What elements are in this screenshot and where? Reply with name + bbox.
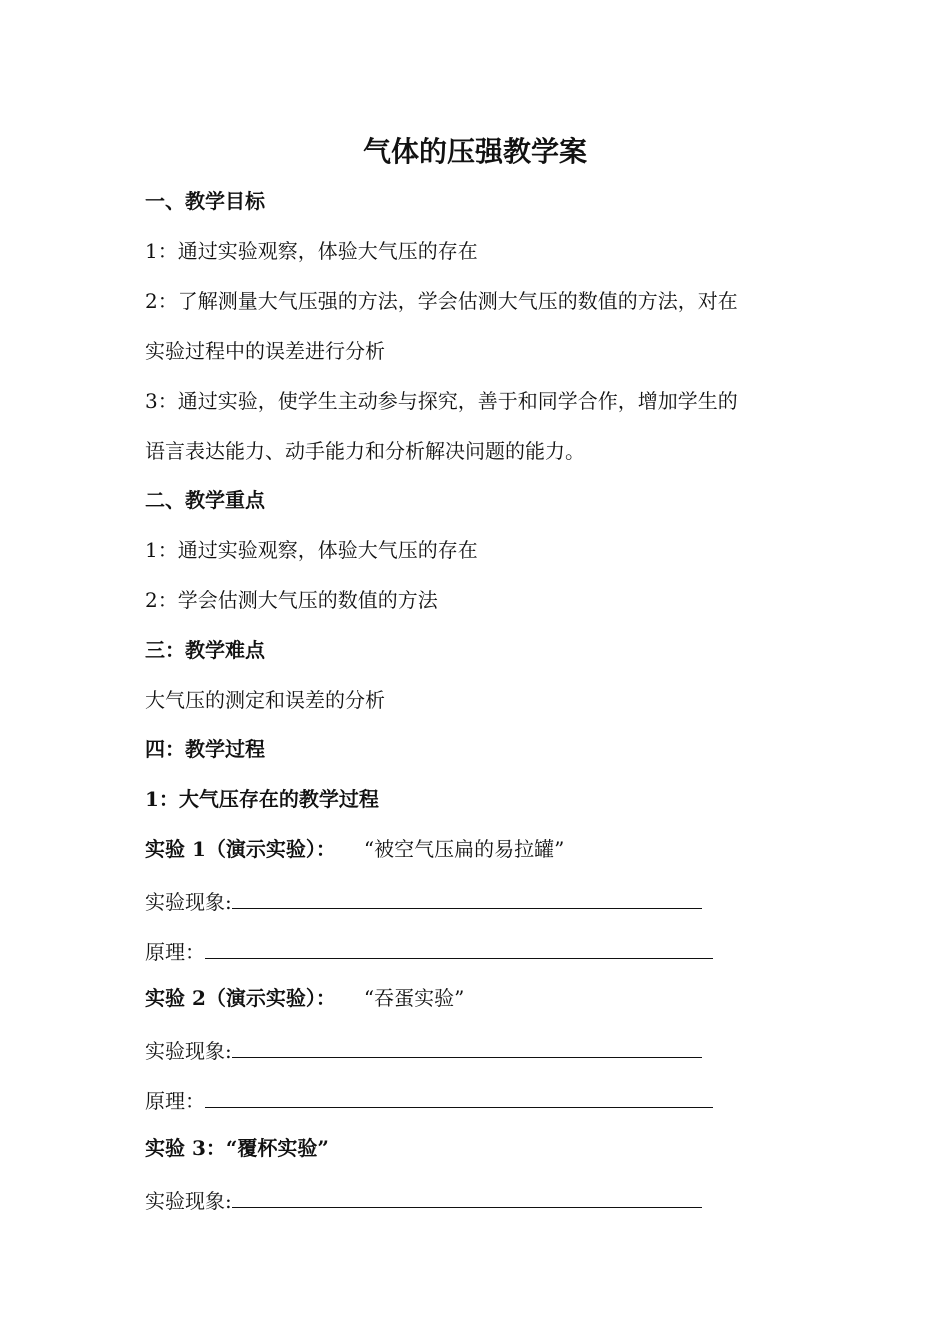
experiment-1-principle-label: 原理： xyxy=(145,940,205,964)
experiment-2-name: “吞蛋实验” xyxy=(363,986,465,1010)
experiment-2-phenomenon-row xyxy=(145,1033,702,1066)
experiment-2-phenomenon-label: 实验现象: xyxy=(145,1039,232,1063)
experiment-1-phenomenon-label: 实验现象: xyxy=(145,890,232,914)
experiment-2-principle-label: 原理： xyxy=(145,1089,205,1113)
experiment-3-heading xyxy=(145,1133,329,1163)
experiment-1-principle-row xyxy=(145,934,713,967)
difficulty-text: 大气压的测定和误差的分析 xyxy=(145,688,385,712)
experiment-3-name: “覆杯实验” xyxy=(225,1136,329,1160)
goal-item-1: 1：通过实验观察，体验大气压的存在 xyxy=(145,239,478,263)
experiment-1-phenomenon-row xyxy=(145,884,702,917)
goal-item-2-line-2: 实验过程中的误差进行分析 xyxy=(145,339,385,363)
experiment-3-phenomenon-row xyxy=(145,1183,702,1216)
experiment-2-label: 实验 2（演示实验）： xyxy=(145,986,336,1010)
section-heading-difficulties: 三：教学难点 xyxy=(145,638,265,662)
experiment-1-heading xyxy=(145,834,564,864)
section-heading-key-points: 二、教学重点 xyxy=(145,488,265,512)
section-heading-goals: 一、教学目标 xyxy=(145,189,265,213)
goal-item-3-line-1: 3：通过实验，使学生主动参与探究，善于和同学合作，增加学生的 xyxy=(145,389,738,413)
experiment-1-name: “被空气压扁的易拉罐” xyxy=(363,837,565,861)
goal-item-3-line-2: 语言表达能力、动手能力和分析解决问题的能力。 xyxy=(145,439,585,463)
experiment-1-phenomenon-blank[interactable] xyxy=(232,884,702,909)
experiment-1-label: 实验 1（演示实验）： xyxy=(145,837,336,861)
page-title: 气体的压强教学案 xyxy=(362,135,587,168)
key-point-1: 1：通过实验观察，体验大气压的存在 xyxy=(145,538,478,562)
experiment-3-phenomenon-label: 实验现象: xyxy=(145,1189,232,1213)
section-heading-process: 四：教学过程 xyxy=(145,737,265,761)
experiment-1-principle-blank[interactable] xyxy=(205,934,713,959)
key-point-2: 2：学会估测大气压的数值的方法 xyxy=(145,588,438,612)
process-subheading-1: 1：大气压存在的教学过程 xyxy=(145,787,379,811)
goal-item-2-line-1: 2：了解测量大气压强的方法，学会估测大气压的数值的方法，对在 xyxy=(145,289,738,313)
experiment-3-label: 实验 3： xyxy=(145,1136,226,1160)
experiment-2-phenomenon-blank[interactable] xyxy=(232,1033,702,1058)
experiment-2-principle-row xyxy=(145,1083,713,1116)
experiment-2-principle-blank[interactable] xyxy=(205,1083,713,1108)
experiment-2-heading xyxy=(145,983,464,1013)
experiment-3-phenomenon-blank[interactable] xyxy=(232,1183,702,1208)
